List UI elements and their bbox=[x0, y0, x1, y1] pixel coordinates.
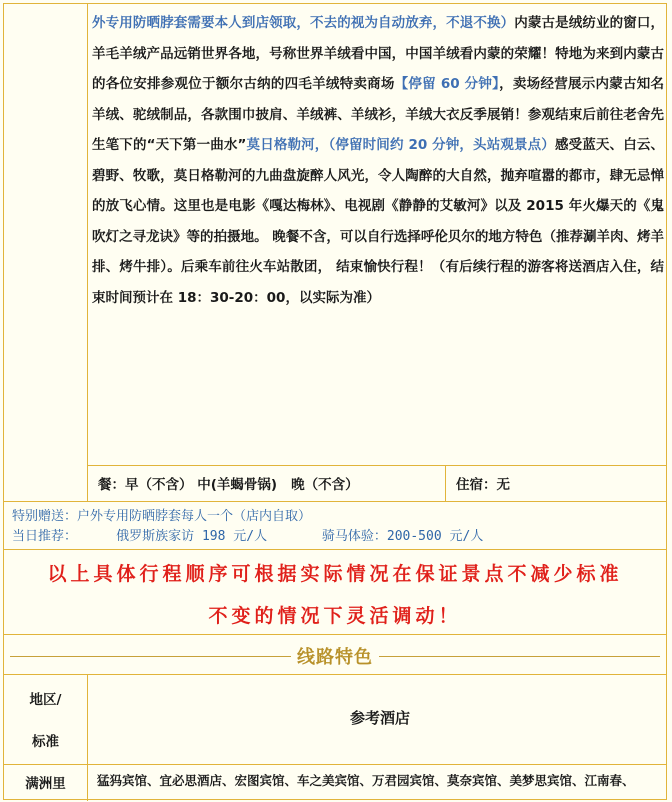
hotel-table-top-border bbox=[4, 674, 666, 675]
description-text-2: ，卖场经营展示内蒙古知名羊绒、驼绒制品，各款围巾披肩、羊绒裤、羊绒衫，羊绒大衣反季展销！参观结束后前往老舍先生笔下的“天下第一曲水” bbox=[92, 76, 665, 153]
feature-top-border bbox=[4, 634, 666, 635]
description-text-1: 内蒙古是绒纺业的窗口，羊毛羊绒产品远销世界各地，号称世界羊绒看中国，中国羊绒看内蒙的荣耀！特地为来到内蒙古的各位安排参观位于额尔古纳的四毛羊绒特卖商场 bbox=[92, 15, 665, 92]
left-column-divider bbox=[87, 4, 88, 501]
gift-pickup-note: 外专用防晒脖套需要本人到店领取，不去的视为自动放弃，不退不换） bbox=[92, 15, 515, 31]
feature-rule-left bbox=[10, 656, 291, 657]
region-header-line-1: 地区/ bbox=[29, 692, 62, 708]
reference-hotel-header: 参考酒店 bbox=[349, 709, 410, 727]
meals-row-top-border bbox=[87, 465, 666, 466]
hotel-table-column-divider bbox=[87, 674, 88, 801]
stay-duration-note: 【停留 60 分钟】 bbox=[394, 76, 500, 92]
route-features-title: 线路特色 bbox=[297, 647, 373, 668]
accommodation-info: 住宿：无 bbox=[456, 477, 510, 493]
schedule-notice-line-2: 不变的情况下灵活调动！ bbox=[208, 605, 462, 627]
feature-rule-right bbox=[379, 656, 660, 657]
description-text-3: 感受蓝天、白云、碧野、牧歌，莫日格勒河的九曲盘旋醉人风光，令人陶醉的大自然，抛弃喧嚣的都市，肆无忌惮的放飞心情。这里也是电影《嘎达梅林》、电视剧《静静的艾敏河》以及 2015 年火爆天的《鬼吹灯之寻龙诀》等的拍摄地。 晚餐不含，可以自行选择呼伦贝尔的地方特色（推荐涮羊肉、烤羊排、烤牛排）。后乘车前往火车站散团， 结束愉快行程！（有后续行程的游客将送酒店入住，结束时间预计在 18：30-20：00，以实际为准） bbox=[92, 137, 665, 306]
special-gift: 特别赠送：户外专用防晒脖套每人一个（店内自取） bbox=[12, 509, 312, 524]
route-features-heading bbox=[4, 642, 666, 670]
gift-row-top-border bbox=[4, 501, 666, 502]
itinerary-page bbox=[3, 3, 667, 800]
meals-info: 餐：早（不含） 中(羊蝎骨锅) 晚（不含） bbox=[98, 477, 359, 493]
manzhouli-hotel-list: 猛犸宾馆、宜必思酒店、宏图宾馆、车之美宾馆、万君园宾馆、莫奈宾馆、美梦思宾馆、江南春、 bbox=[97, 773, 635, 788]
schedule-notice-line-1: 以上具体行程顺序可根据实际情况在保证景点不减少标准 bbox=[47, 563, 623, 585]
notice-top-border bbox=[4, 549, 666, 550]
itinerary-description bbox=[92, 8, 664, 313]
hotel-row-top-border bbox=[4, 764, 666, 765]
region-header-line-2: 标准 bbox=[32, 734, 59, 750]
meals-stay-divider bbox=[445, 465, 446, 501]
region-manzhouli: 满洲里 bbox=[25, 776, 66, 792]
moergele-river-note: 莫日格勒河，（停留时间约 20 分钟，头站观景点） bbox=[246, 137, 555, 153]
daily-recommendation: 当日推荐： 俄罗斯族家访 198 元/人 骑马体验：200-500 元/人 bbox=[12, 529, 484, 544]
